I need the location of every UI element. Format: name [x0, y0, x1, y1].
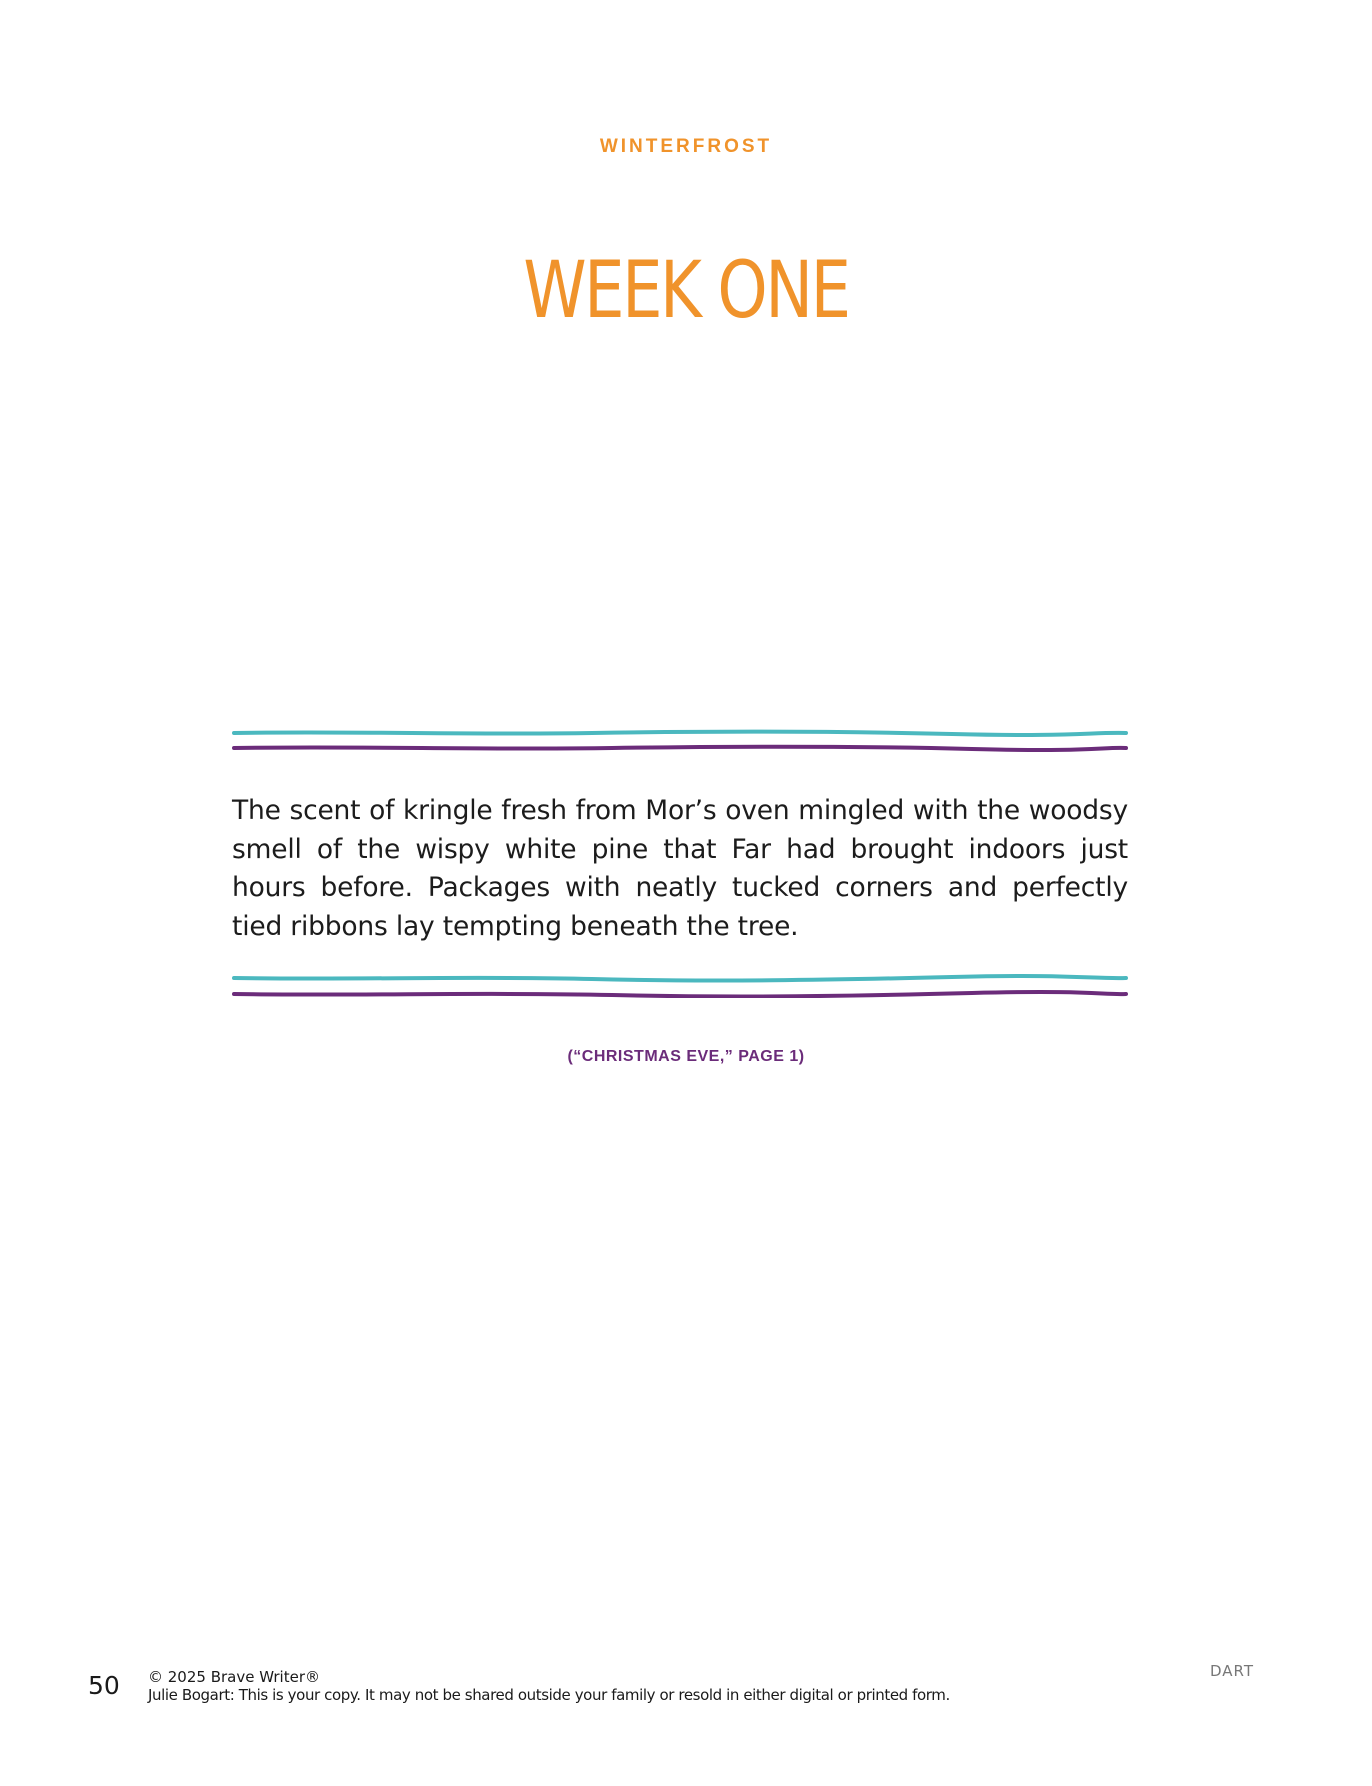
decorative-rule-top — [232, 728, 1128, 752]
page-number: 50 — [88, 1671, 120, 1700]
license-notice: Julie Bogart: This is your copy. It may not be shared outside your family or resold in either digital or printed form. — [148, 1686, 950, 1704]
story-excerpt: The scent of kringle fresh from Mor’s oven mingled with the woodsy smell of the wispy white pine that Far had brought indoors just hours before. Packages with neatly tucked corners and perfectly tied ribbons lay tempting beneath the tree. — [232, 795, 1128, 942]
excerpt-citation: (“CHRISTMAS EVE,” PAGE 1) — [567, 1048, 805, 1065]
teal-wavy-line — [234, 732, 1126, 735]
teal-wavy-line — [234, 976, 1126, 980]
decorative-rule-bottom — [232, 974, 1128, 998]
copyright-line: © 2025 Brave Writer® — [148, 1668, 321, 1686]
week-heading: WEEK ONE — [523, 246, 849, 336]
running-header-title: WINTERFROST — [599, 136, 773, 157]
footer-mark: DART — [1210, 1662, 1255, 1680]
purple-wavy-line — [234, 747, 1126, 750]
purple-wavy-line — [234, 992, 1126, 996]
